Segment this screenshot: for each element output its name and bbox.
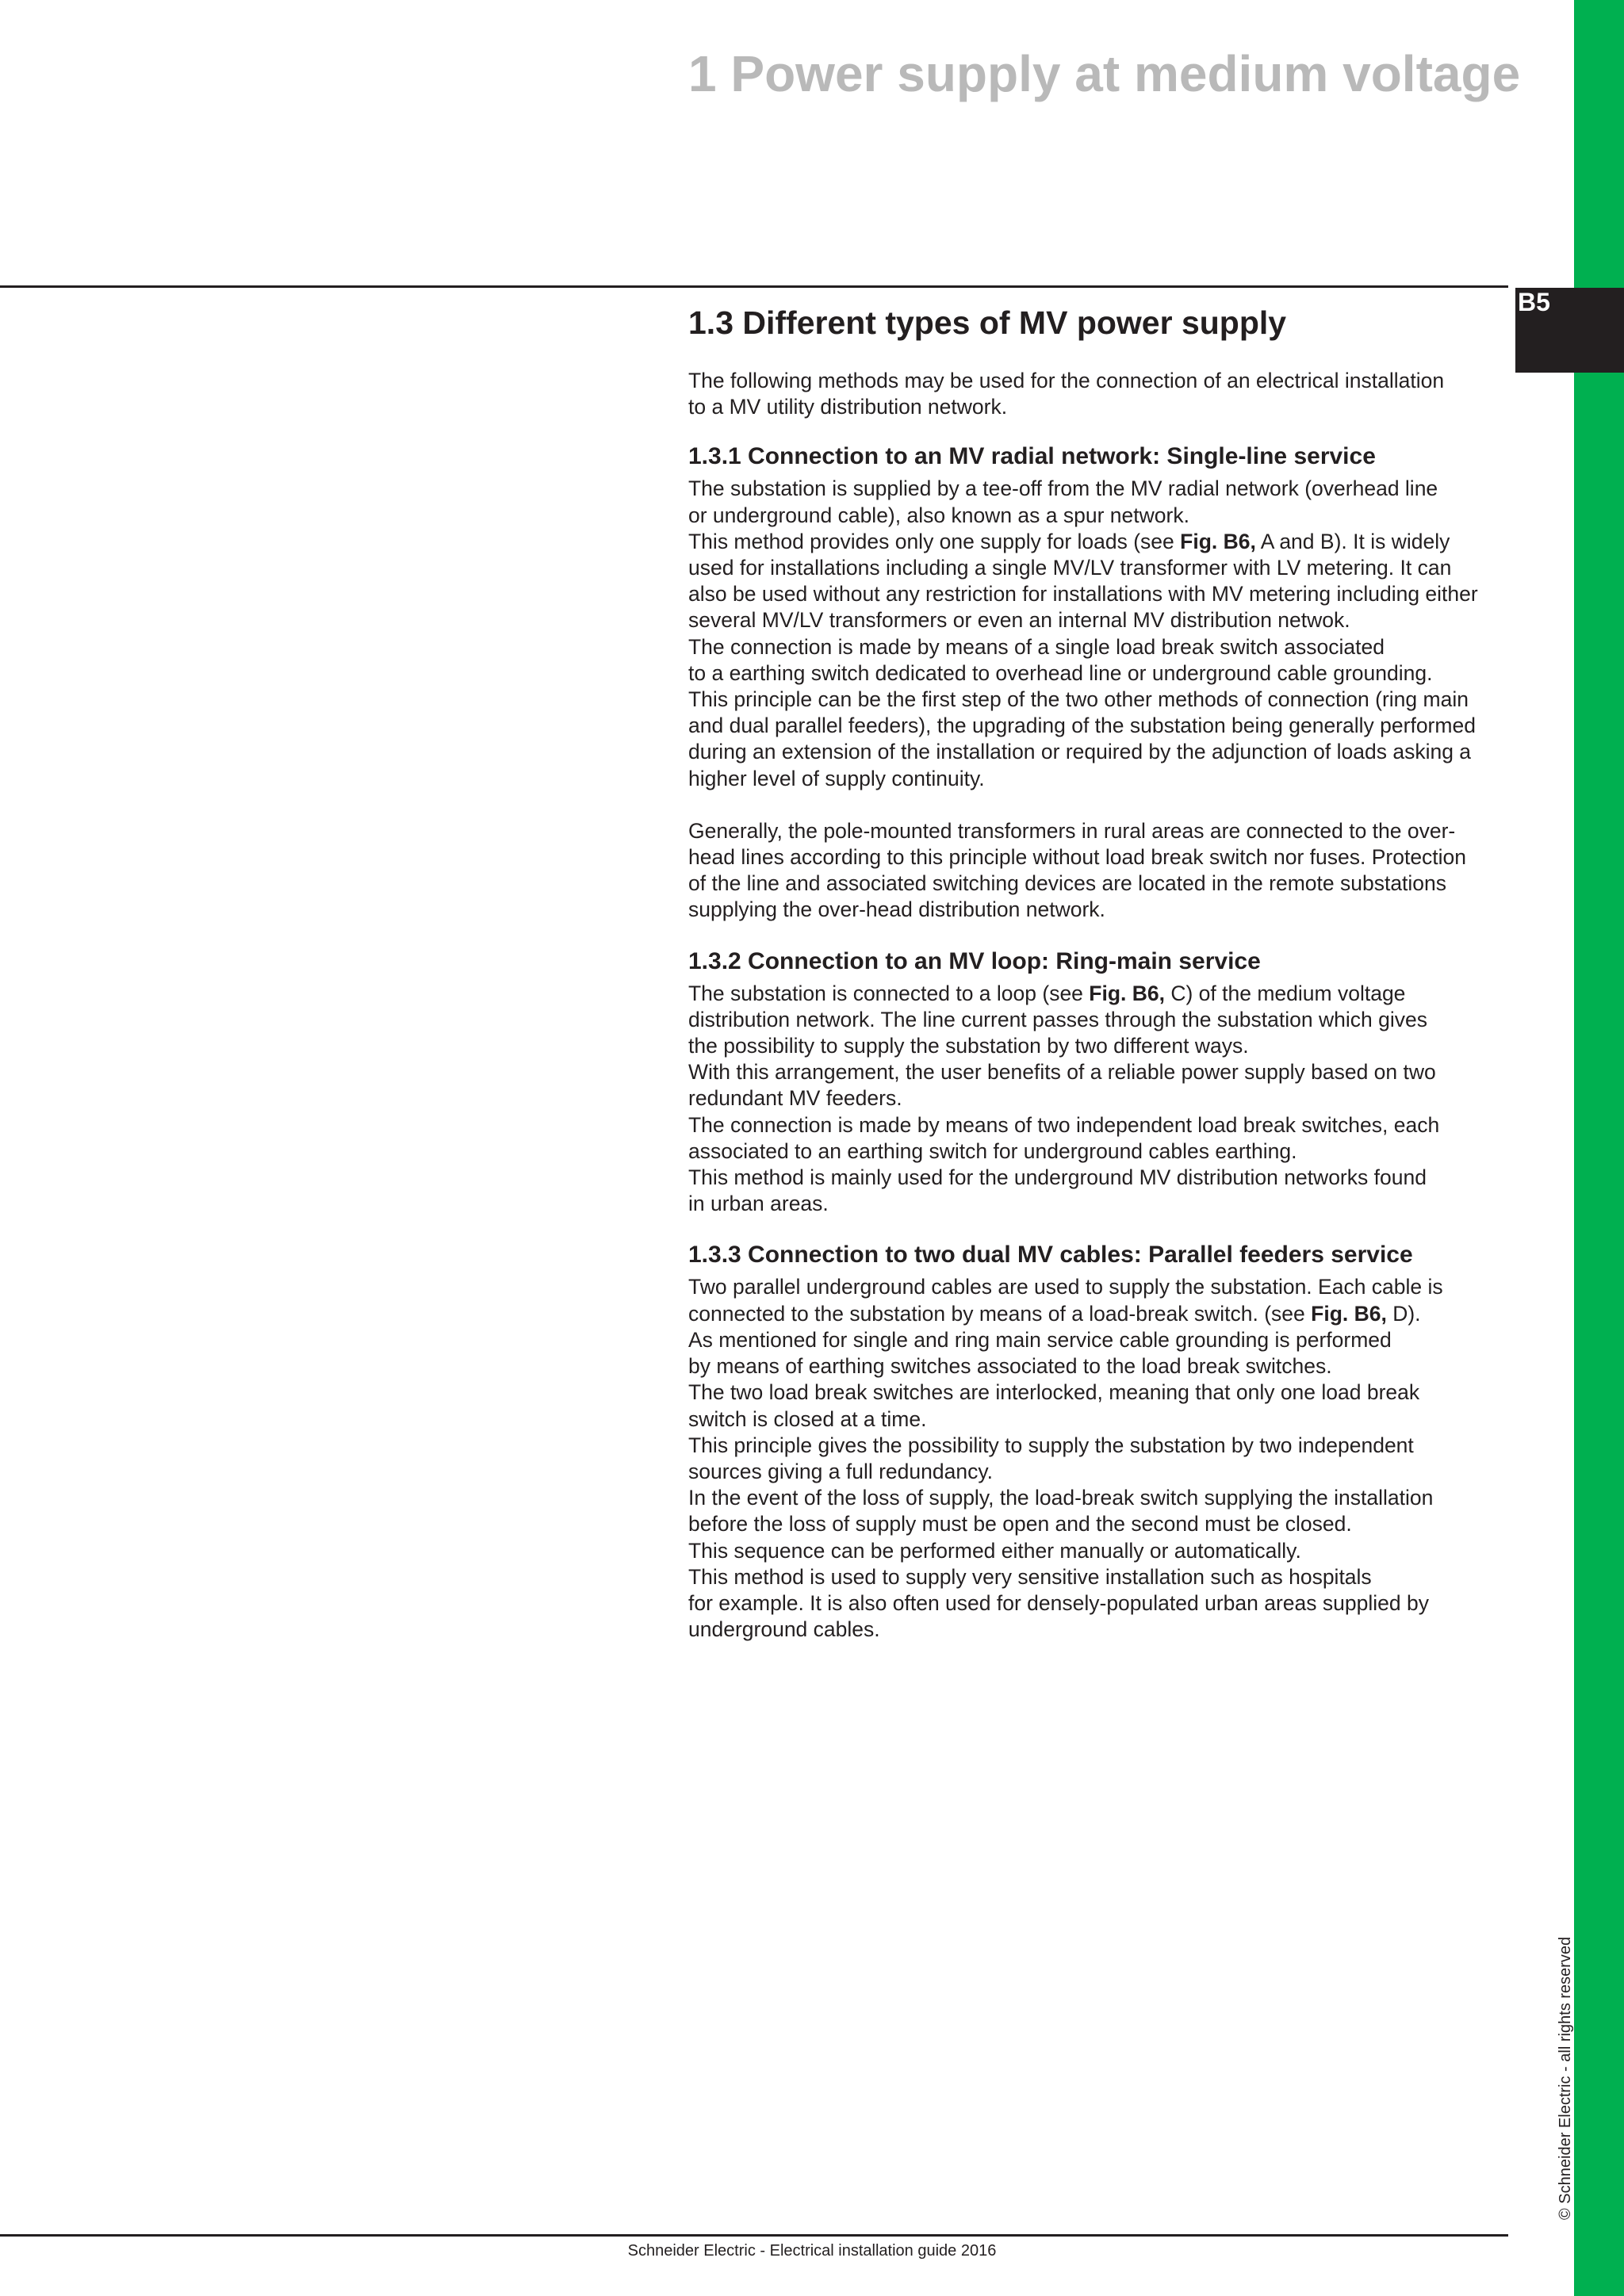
text-line: As mentioned for single and ring main service cable grounding is performed xyxy=(688,1327,1392,1352)
page-footer: Schneider Electric - Electrical installation guide 2016 xyxy=(627,2242,997,2260)
subsection-title-1-3-2: 1.3.2 Connection to an MV loop: Ring-main service xyxy=(688,947,1261,974)
subsection-title-1-3-1: 1.3.1 Connection to an MV radial network: Single-line service xyxy=(688,443,1376,470)
text-line: underground cables. xyxy=(688,1617,880,1642)
text-line: The two load break switches are interlocked, meaning that only one load break xyxy=(688,1380,1420,1405)
text-line: The connection is made by means of two independent load break switches, each xyxy=(688,1112,1440,1137)
text-run: D). xyxy=(1386,1301,1421,1326)
text-line: This method is used to supply very sensitive installation such as hospitals xyxy=(688,1564,1372,1589)
text-line: In the event of the loss of supply, the load-break switch supplying the installation xyxy=(688,1486,1434,1510)
text-line: and dual parallel feeders), the upgrading of the substation being generally performed xyxy=(688,714,1476,738)
header-rule xyxy=(0,285,1508,288)
copyright-notice: © Schneider Electric - all rights reserved xyxy=(1557,1936,1574,2220)
text-run: The substation is connected to a loop (see xyxy=(688,981,1090,1005)
text-line: to a MV utility distribution network. xyxy=(688,395,1008,419)
text-line: head lines according to this principle without load break switch nor fuses. Protection xyxy=(688,845,1467,870)
text-line: used for installations including a single MV/LV transformer with LV metering. It can xyxy=(688,556,1452,580)
paragraph xyxy=(688,818,1513,924)
section-title: 1.3 Different types of MV power supply xyxy=(688,304,1287,341)
text-line: by means of earthing switches associated to the load break switches. xyxy=(688,1354,1332,1379)
text-line: the possibility to supply the substation by two different ways. xyxy=(688,1034,1249,1058)
text-line: This principle gives the possibility to supply the substation by two independent xyxy=(688,1433,1414,1457)
main-content xyxy=(688,300,1513,1643)
text-line: supplying the over-head distribution network. xyxy=(688,897,1105,922)
text-line: distribution network. The line current passes through the substation which gives xyxy=(688,1007,1427,1031)
text-line xyxy=(688,981,1513,1007)
text-line: in urban areas. xyxy=(688,1192,829,1216)
text-line: This sequence can be performed either manually or automatically. xyxy=(688,1538,1301,1563)
text-line: sources giving a full redundancy. xyxy=(688,1459,993,1483)
text-line: of the line and associated switching devices are located in the remote substations xyxy=(688,871,1447,896)
text-line: This method is mainly used for the underground MV distribution networks found xyxy=(688,1165,1427,1190)
text-line xyxy=(688,529,1513,555)
text-line: during an extension of the installation or required by the adjunction of loads asking a xyxy=(688,740,1472,764)
text-line: also be used without any restriction for installations with MV metering including either xyxy=(688,582,1478,607)
text-line: With this arrangement, the user benefits of a reliable power supply based on two xyxy=(688,1060,1436,1085)
text-line: to a earthing switch dedicated to overhead line or underground cable grounding. xyxy=(688,660,1433,685)
figure-reference: Fig. B6, xyxy=(1311,1301,1387,1326)
text-line: or underground cable), also known as a spur network. xyxy=(688,503,1189,527)
text-line: several MV/LV transformers or even an internal MV distribution netwok. xyxy=(688,608,1350,633)
paragraph xyxy=(688,1274,1513,1643)
paragraph xyxy=(688,476,1513,791)
text-line: switch is closed at a time. xyxy=(688,1406,927,1431)
text-run: A and B). It is widely xyxy=(1255,529,1450,553)
text-line: This principle can be the first step of the two other methods of connection (ring main xyxy=(688,687,1469,712)
figure-reference: Fig. B6, xyxy=(1089,981,1165,1005)
text-line: Generally, the pole-mounted transformers in rural areas are connected to the over- xyxy=(688,818,1456,843)
text-run: C) of the medium voltage xyxy=(1165,981,1406,1005)
page-number-tab: B5 xyxy=(1515,288,1624,373)
subsection-title-1-3-3: 1.3.3 Connection to two dual MV cables: Parallel feeders service xyxy=(688,1242,1413,1269)
section-intro xyxy=(688,368,1513,420)
text-line xyxy=(688,1301,1513,1327)
paragraph xyxy=(688,981,1513,1218)
text-run: This method provides only one supply for loads (see xyxy=(688,529,1181,553)
chapter-title: 1 Power supply at medium voltage xyxy=(688,45,1521,102)
footer-rule xyxy=(0,2234,1508,2237)
text-line: higher level of supply continuity. xyxy=(688,766,985,790)
text-line: for example. It is also often used for densely-populated urban areas supplied by xyxy=(688,1590,1429,1615)
text-line: The connection is made by means of a single load break switch associated xyxy=(688,634,1385,659)
figure-reference: Fig. B6, xyxy=(1180,529,1256,553)
text-run: connected to the substation by means of a load-break switch. (see xyxy=(688,1301,1312,1326)
text-line: before the loss of supply must be open and the second must be closed. xyxy=(688,1512,1352,1536)
text-line: redundant MV feeders. xyxy=(688,1086,902,1111)
text-line: The following methods may be used for the connection of an electrical installation xyxy=(688,369,1445,392)
text-line: associated to an earthing switch for underground cables earthing. xyxy=(688,1138,1297,1163)
text-line: The substation is supplied by a tee-off from the MV radial network (overhead line xyxy=(688,476,1438,501)
text-line: Two parallel underground cables are used to supply the substation. Each cable is xyxy=(688,1275,1443,1299)
